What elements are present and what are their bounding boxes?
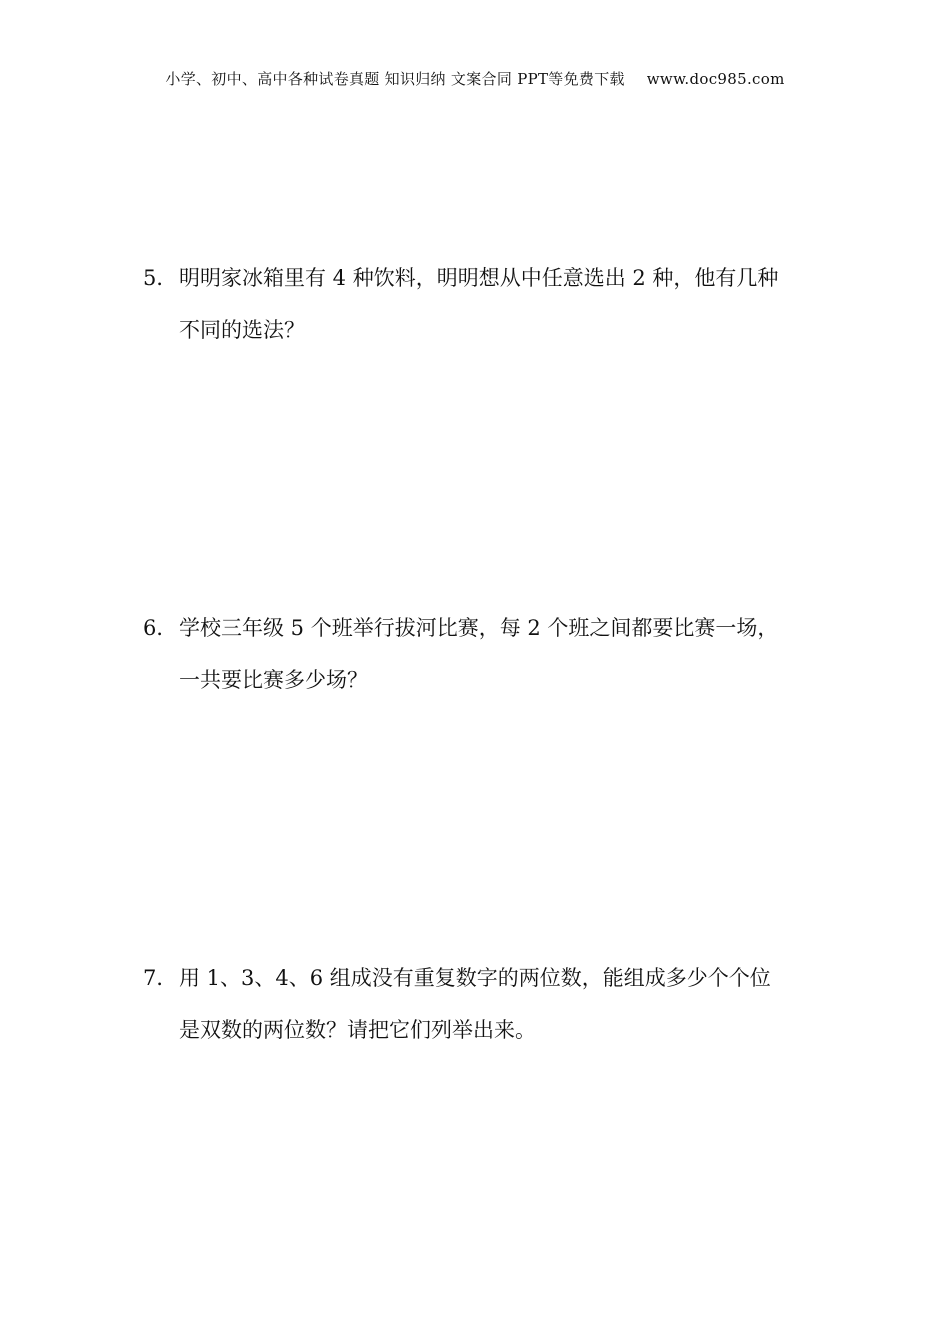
- question-line-1: [143, 962, 771, 992]
- question-text: 用 1、3、4、6 组成没有重复数字的两位数，能组成多少个个位: [179, 966, 771, 990]
- question-line-1: [143, 612, 778, 642]
- header-site-url: www.doc985.com: [646, 70, 785, 88]
- question-number: 5．: [143, 266, 178, 290]
- question-line-1: [143, 262, 778, 292]
- question-line-2: 不同的选法？: [179, 318, 305, 342]
- page-header: [0, 68, 950, 89]
- question-text: 明明家冰箱里有 4 种饮料，明明想从中任意选出 2 种，他有几种: [179, 266, 779, 290]
- question-line-2: 一共要比赛多少场？: [179, 668, 368, 692]
- question-number: 7．: [143, 966, 178, 990]
- question-line-2: 是双数的两位数？请把它们列举出来。: [179, 1018, 536, 1042]
- question-number: 6．: [143, 616, 178, 640]
- header-text: 小学、初中、高中各种试卷真题 知识归纳 文案合同 PPT等免费下载: [165, 70, 625, 88]
- question-text: 学校三年级 5 个班举行拔河比赛，每 2 个班之间都要比赛一场，: [179, 616, 779, 640]
